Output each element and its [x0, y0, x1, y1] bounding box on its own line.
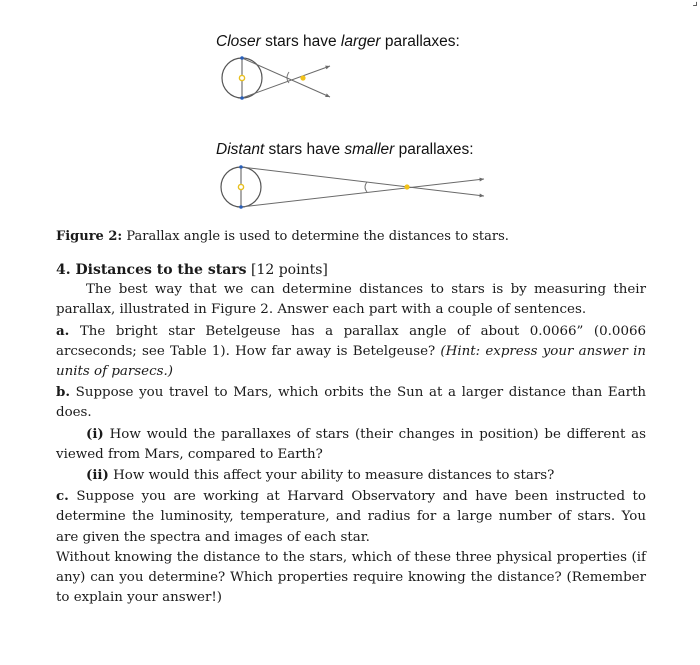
- larger-word: larger: [340, 33, 381, 50]
- figure-label: Figure 2:: [56, 229, 123, 244]
- section-heading: [56, 260, 646, 280]
- corner-mark: ⌟: [692, 0, 698, 8]
- sightline-upper-top: [242, 58, 330, 97]
- section-title: 4. Distances to the stars: [56, 262, 247, 278]
- distant-word: Distant: [216, 141, 265, 158]
- smaller-word: smaller: [344, 141, 395, 158]
- sightline-lower-bottom: [241, 179, 484, 207]
- closer-mid: stars have: [260, 33, 341, 50]
- distant-star-diagram: [221, 165, 484, 209]
- sightline-upper-bottom: [241, 167, 484, 196]
- earth-icon-bottom-upper: [239, 165, 243, 169]
- earth-icon-top-lower: [240, 96, 244, 100]
- part-b-i-text: How would the parallaxes of stars (their changes in position) be different as viewed from Mars, compared to Earth?: [56, 426, 646, 462]
- parallax-angle-arc-bottom: [365, 182, 367, 192]
- part-b-text: Suppose you travel to Mars, which orbits the Sun at a larger distance than Earth does.: [56, 385, 646, 421]
- earth-icon-bottom-lower: [239, 205, 243, 209]
- part-b-i-label: (i): [86, 425, 104, 442]
- figure-caption-text: Parallax angle is used to determine the distances to stars.: [122, 229, 509, 244]
- part-b-i: [56, 424, 646, 465]
- part-b-ii: [56, 465, 646, 486]
- part-c-label: c.: [56, 488, 69, 505]
- parallax-diagram: [0, 0, 700, 230]
- distant-mid: stars have: [264, 141, 345, 158]
- figure-caption: [56, 229, 509, 244]
- sun-icon-bottom: [238, 184, 243, 189]
- part-a-hint: (Hint: express your answer in units of parsecs.): [56, 343, 646, 380]
- earth-icon-top-upper: [240, 56, 244, 60]
- part-c: [56, 486, 646, 548]
- part-b-label: b.: [56, 384, 71, 401]
- part-b: [56, 382, 646, 423]
- part-b-ii-text: How would this affect your ability to measure distances to stars?: [108, 468, 555, 484]
- section-points: [12 points]: [246, 262, 328, 278]
- closer-star-diagram: [222, 56, 330, 100]
- part-a-label: a.: [56, 322, 70, 339]
- sun-icon-top: [239, 75, 244, 80]
- star-icon-bottom: [404, 184, 409, 189]
- part-a-text: The bright star Betelgeuse has a parallax angle of about 0.0066” (0.0066 arcseconds; see Table 1). How far away is Betelgeuse?: [56, 323, 646, 359]
- closer-word: Closer: [216, 33, 261, 50]
- distant-post: parallaxes:: [394, 141, 474, 158]
- sightline-lower-top: [242, 66, 330, 98]
- part-a: [56, 321, 646, 383]
- section-intro: The best way that we can determine distances to stars is by measuring their parallax, illustrated in Figure 2. Answer each part with a couple of sentences.: [56, 282, 646, 318]
- part-c-question: Without knowing the distance to the stars, which of these three physical properties (if any) can you determine? Which properties require knowing the distance? (Remember to explain your answer!): [56, 549, 646, 606]
- part-c-text: Suppose you are working at Harvard Observatory and have been instructed to determine the luminosity, temperature, and radius for a large number of stars. You are given the spectra and images of each star.: [56, 489, 646, 545]
- part-b-ii-label: (ii): [86, 467, 109, 484]
- closer-post: parallaxes:: [380, 33, 460, 50]
- question-section: [56, 260, 646, 608]
- star-icon-top: [300, 75, 305, 80]
